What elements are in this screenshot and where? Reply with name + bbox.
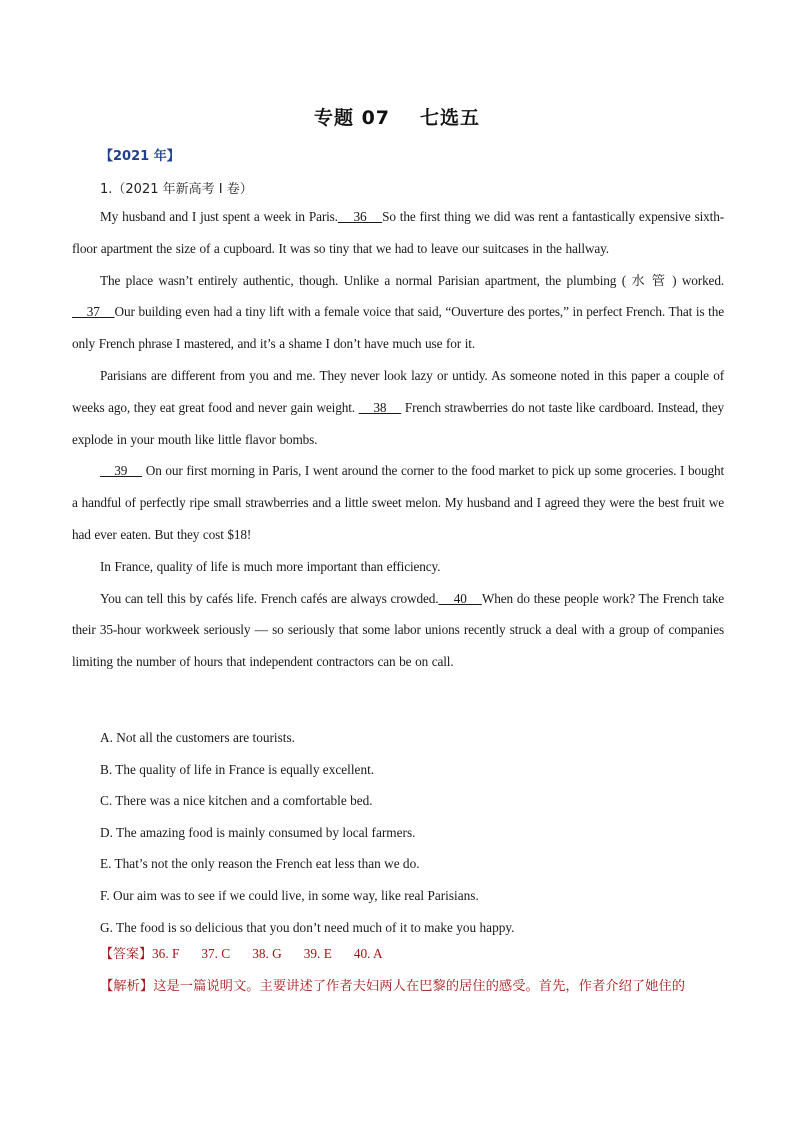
title-topic-name: 七选五 <box>420 107 481 129</box>
option-list <box>100 722 720 943</box>
answer-tag: 【答案】 <box>100 947 153 962</box>
answer-item: 36. F <box>152 946 180 961</box>
option-b: B. The quality of life in France is equally excellent. <box>100 761 375 777</box>
blank-39: 39 <box>100 463 143 479</box>
analysis-text: 这是一篇说明文。主要讲述了作者夫妇两人在巴黎的居住的感受。首先，作者介绍了她住的 <box>153 979 686 994</box>
passage-paragraph: 39 On our first morning in Paris, I went around the corner to the food market to pick up some groceries. I bought a handful of perfectly ripe small strawberries and a little sweet melon. My husband and I agreed they were the best fruit we had ever eaten. But they cost $18! <box>72 463 724 542</box>
passage-paragraph: Parisians are different from you and me. They never look lazy or untidy. As someone noted in this paper a couple of weeks ago, they eat great food and never gain weight. 38 French strawberries do not taste like cardboard. Instead, they explode in your mouth like little flavor bombs. <box>72 367 724 447</box>
analysis-line <box>100 975 730 994</box>
answer-line <box>100 943 405 962</box>
blank-37: 37 <box>72 304 115 320</box>
option-e: E. That’s not the only reason the French eat less than we do. <box>100 856 420 872</box>
answer-item: 40. A <box>353 946 383 961</box>
passage-paragraph: My husband and I just spent a week in Paris. 36 So the first thing we did was rent a fantastically expensive sixth-floor apartment the size of a cupboard. It was so tiny that we had to leave our suitcases in the hallway. <box>72 209 724 256</box>
year-heading: 【2021 年】 <box>100 149 180 164</box>
option-g: G. The food is so delicious that you don’t need much of it to make you happy. <box>100 919 515 935</box>
passage-paragraph: In France, quality of life is much more important than efficiency. <box>100 558 441 574</box>
reading-passage <box>72 201 724 678</box>
question-number: 1.（2021 年新高考 I 卷） <box>100 182 253 197</box>
blank-38: 38 <box>358 399 402 415</box>
option-d: D. The amazing food is mainly consumed by local farmers. <box>100 824 416 840</box>
answer-item: 37. C <box>201 946 231 961</box>
option-a: A. Not all the customers are tourists. <box>100 730 295 745</box>
passage-paragraph: The place wasn’t entirely authentic, though. Unlike a normal Parisian apartment, the plumbing ( 水 管 ) worked. 37 Our building even had a tiny lift with a female voice that said, “Ouverture des portes,” in perfect French. That is the only French phrase I mastered, and it’s a shame I don’t have much use for it. <box>72 272 724 352</box>
blank-40: 40 <box>438 590 482 606</box>
passage-paragraph: You can tell this by cafés life. French cafés are always crowded. 40 When do these people work? The French take their 35-hour workweek seriously — so seriously that some labor unions recently struck a deal with a group of companies limiting the number of hours that independent contractors can be on call. <box>72 590 725 670</box>
option-c: C. There was a nice kitchen and a comfortable bed. <box>100 793 373 809</box>
blank-36: 36 <box>337 209 383 224</box>
answer-item: 39. E <box>303 946 332 961</box>
page-title <box>0 103 794 130</box>
title-topic-number: 专题 07 <box>313 107 391 129</box>
option-f: F. Our aim was to see if we could live, in some way, like real Parisians. <box>100 887 479 903</box>
analysis-tag: 【解析】 <box>100 979 154 994</box>
answer-item: 38. G <box>252 946 282 961</box>
